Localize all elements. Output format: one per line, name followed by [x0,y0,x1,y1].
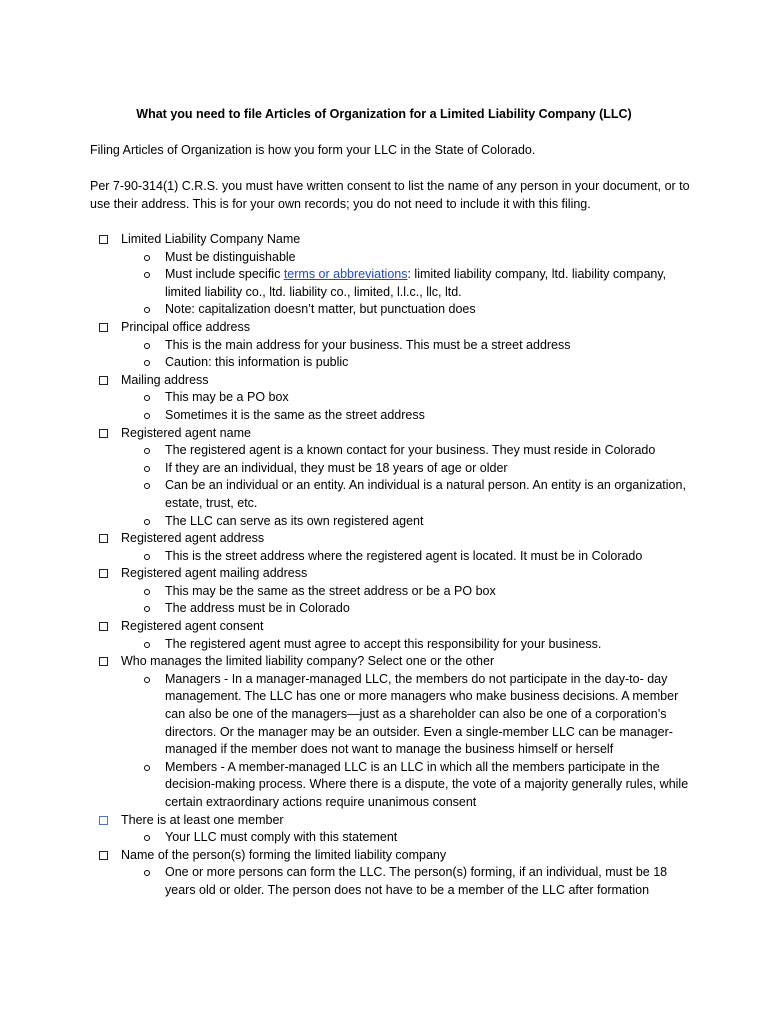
terms-abbreviations-link[interactable]: terms or abbreviations [283,267,408,282]
sub-bullet-item [99,864,699,899]
sub-bullet-text [165,266,690,301]
sub-bullet-text: This may be the same as the street address or be a PO box [165,583,496,598]
circle-bullet-icon [144,870,150,876]
requirements-checklist [99,231,699,900]
sub-bullet-text: The LLC can serve as its own registered agent [165,513,424,528]
checklist-item [99,372,699,425]
checklist-item [99,231,699,319]
sub-bullet-item [99,600,699,618]
sub-bullet-list [99,864,699,899]
checklist-item-label: Registered agent mailing address [121,566,308,581]
checklist-item-label: Principal office address [121,319,251,334]
checkbox-icon[interactable] [99,569,108,578]
sub-bullet-list [99,636,699,654]
checklist-item [99,653,699,811]
sub-bullet-item [99,354,699,372]
checklist-item-header [99,653,699,671]
checklist-item-header [99,618,699,636]
sub-bullet-item [99,636,699,654]
checkbox-icon[interactable] [99,657,108,666]
checklist-item-label: Limited Liability Company Name [121,232,301,246]
circle-bullet-icon [144,343,150,349]
checkbox-icon[interactable] [99,534,108,543]
sub-bullet-item [99,266,699,301]
checkbox-icon[interactable] [99,622,108,631]
checkbox-icon[interactable] [99,816,108,825]
circle-bullet-icon [144,395,150,401]
checklist-item-label: Registered agent consent [121,619,264,634]
sub-bullet-item [99,407,699,425]
circle-bullet-icon [144,466,150,472]
checklist-item-label: There is at least one member [121,812,284,827]
sub-bullet-text: If they are an individual, they must be 18 years of age or older [165,460,508,475]
sub-bullet-list [99,829,699,847]
sub-bullet-text-suffix: : limited liability company, ltd. liability company, limited liability co., ltd. liability co., limited, l.l.c., llc, ltd. [165,267,667,299]
checklist-item-header [99,847,699,865]
checklist-item [99,847,699,900]
checklist-item [99,812,699,847]
checklist-item [99,425,699,531]
sub-bullet-list [99,548,699,566]
checklist-item [99,618,699,653]
sub-bullet-item [99,548,699,566]
circle-bullet-icon [144,448,150,454]
consent-paragraph: Per 7-90-314(1) C.R.S. you must have written consent to list the name of any person in your document, or to use their address. This is for your own records; you do not need to include it with this filing. [90,179,690,211]
sub-bullet-text: Can be an individual or an entity. An individual is a natural person. An entity is an organization, estate, trust, etc. [165,478,686,510]
sub-bullet-text: One or more persons can form the LLC. The person(s) forming, if an individual, must be 18 years old or older. The person does not have to be a member of the LLC after formation [165,865,668,897]
sub-bullet-text: The registered agent is a known contact for your business. They must reside in Colorado [165,443,656,458]
sub-bullet-list [99,389,699,424]
checklist-item-header [99,372,699,390]
intro-paragraph: Filing Articles of Organization is how you form your LLC in the State of Colorado. [90,143,536,157]
sub-bullet-list [99,337,699,372]
checklist-item [99,319,699,372]
checkbox-icon[interactable] [99,235,108,244]
sub-bullet-text-prefix: Must include specific [165,267,284,282]
sub-bullet-list [99,583,699,618]
sub-bullet-text: This may be a PO box [165,390,289,405]
sub-bullet-text: Sometimes it is the same as the street address [165,407,425,422]
circle-bullet-icon [144,272,150,278]
circle-bullet-icon [144,835,150,841]
checklist-item-header [99,319,699,337]
sub-bullet-text: Your LLC must comply with this statement [165,830,398,845]
sub-bullet-text: This is the main address for your business. This must be a street address [165,337,571,352]
checkbox-icon[interactable] [99,376,108,385]
checklist-item-header [99,530,699,548]
sub-bullet-text: Note: capitalization doesn’t matter, but punctuation does [165,302,476,317]
circle-bullet-icon [144,554,150,560]
checklist-item-header [99,231,699,249]
sub-bullet-item [99,759,699,812]
sub-bullet-text: Managers - In a manager-managed LLC, the members do not participate in the day-to- day management. The LLC has one or more managers who make business decisions. A member can also be one of the managers—just as a shareholder can also be one of a corporation’s directors. Or the manager may be an outsider. Even a single-member LLC can be manager-managed if the member does not want to manage the business himself or herself [165,671,679,757]
sub-bullet-item [99,301,699,319]
sub-bullet-item [99,513,699,531]
document-title: What you need to file Articles of Organization for a Limited Liability Company (LLC) [136,107,632,121]
sub-bullet-text: This is the street address where the registered agent is located. It must be in Colorado [165,548,643,563]
checklist-item [99,530,699,565]
circle-bullet-icon [144,360,150,366]
checklist-item-header [99,425,699,443]
circle-bullet-icon [144,606,150,612]
checklist-item-header [99,812,699,830]
sub-bullet-item [99,442,699,460]
sub-bullet-text: The registered agent must agree to accept this responsibility for your business. [165,636,602,651]
checklist-item-label: Mailing address [121,372,209,387]
circle-bullet-icon [144,677,150,683]
sub-bullet-list [99,671,699,812]
circle-bullet-icon [144,255,150,261]
sub-bullet-item [99,829,699,847]
checkbox-icon[interactable] [99,323,108,332]
sub-bullet-text: Must be distinguishable [165,249,296,264]
circle-bullet-icon [144,483,150,489]
circle-bullet-icon [144,765,150,771]
checklist-item-label: Who manages the limited liability company? Select one or the other [121,654,495,669]
circle-bullet-icon [144,413,150,419]
sub-bullet-item [99,477,699,512]
sub-bullet-list [99,249,699,319]
sub-bullet-item [99,460,699,478]
circle-bullet-icon [144,642,150,648]
sub-bullet-item [99,389,699,407]
sub-bullet-item [99,249,699,267]
checkbox-icon[interactable] [99,429,108,438]
checklist-item-header [99,565,699,583]
checklist-item-label: Registered agent name [121,425,251,440]
checkbox-icon[interactable] [99,851,108,860]
sub-bullet-text: The address must be in Colorado [165,601,350,616]
sub-bullet-text: Caution: this information is public [165,355,349,370]
sub-bullet-item [99,583,699,601]
checklist-item [99,565,699,618]
sub-bullet-item [99,337,699,355]
checklist-item-label: Registered agent address [121,531,265,546]
circle-bullet-icon [144,589,150,595]
sub-bullet-text: Members - A member-managed LLC is an LLC in which all the members participate in the decision-making process. Where there is a dispute, the vote of a majority generally rules, while certain extraordinary actions require unanimous consent [165,759,689,809]
circle-bullet-icon [144,519,150,525]
sub-bullet-item [99,671,699,759]
circle-bullet-icon [144,307,150,313]
checklist-item-label: Name of the person(s) forming the limited liability company [121,847,447,862]
sub-bullet-list [99,442,699,530]
